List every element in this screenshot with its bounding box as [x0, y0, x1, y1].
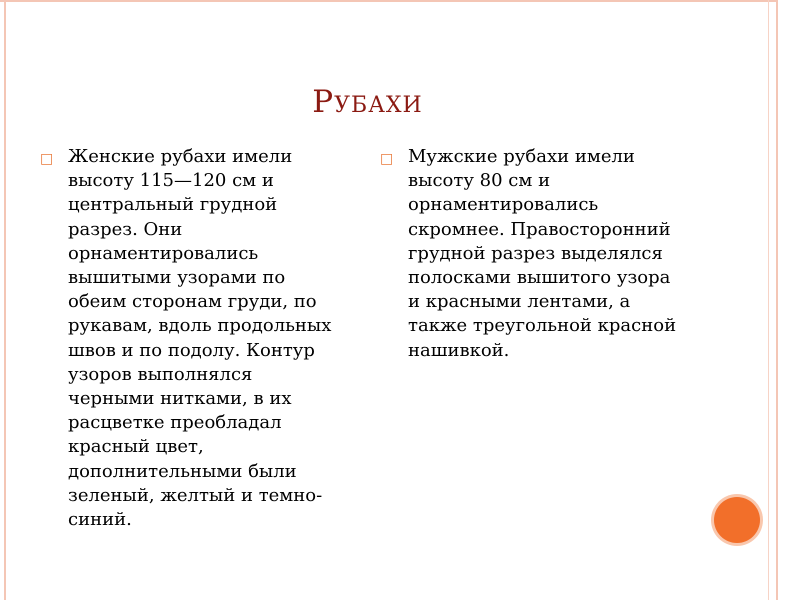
- left-bullet-item: [40, 145, 340, 532]
- left-bullet-text: Женские рубахи имели высоту 115—120 см и центральный грудной разрез. Они орнаментировались вышитыми узорами по обеим сторонам груди, по рукавам, вдоль продольных швов и по подолу. Контур узоров выполнялся черными нитками, в их расцветке преобладал красный цвет, дополнительными были зеленый, желтый и темно-синий.: [68, 146, 332, 531]
- square-bullet-icon: □: [380, 151, 394, 167]
- frame-right-outer-line: [776, 0, 778, 600]
- right-bullet-text: Мужские рубахи имели высоту 80 см и орнаментировались скромнее. Правосторонний грудной разрез выделялся полосками вышитого узора и красными лентами, а также треугольной красной нашивкой.: [408, 146, 677, 361]
- right-column: [380, 145, 685, 363]
- decorative-circle: [714, 497, 760, 543]
- frame-right-inner-line: [768, 0, 769, 600]
- slide-title: Рубахи: [312, 84, 423, 120]
- square-bullet-icon: □: [40, 151, 54, 167]
- left-column: [40, 145, 340, 532]
- frame-top-line: [0, 0, 778, 2]
- right-bullet-item: [380, 145, 685, 363]
